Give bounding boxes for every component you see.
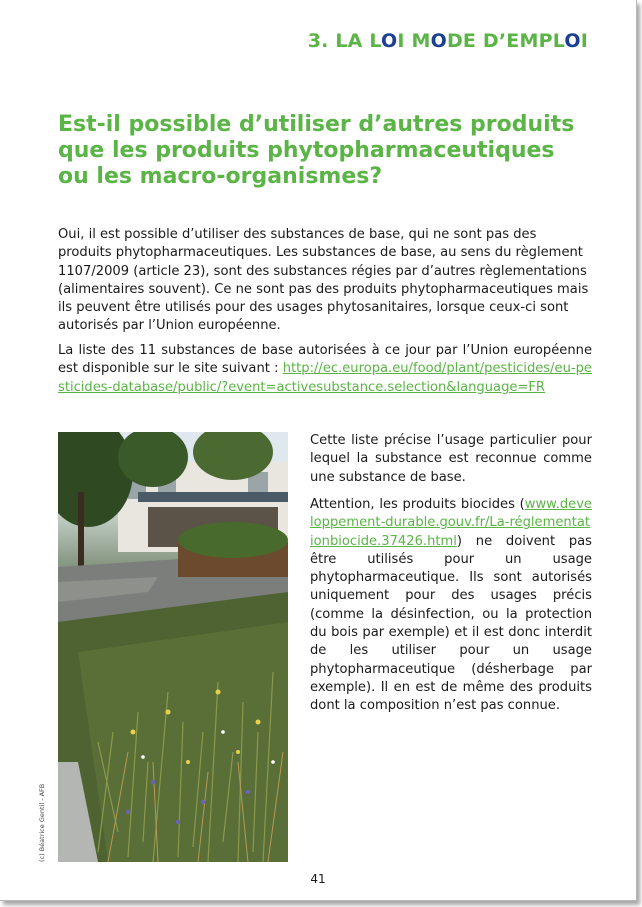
paragraph-produits-biocides <box>310 496 592 716</box>
biocide-link[interactable]: www.developpement-durable.gouv.fr/La-réglementationbiocide.37426.html <box>310 497 592 549</box>
garden-photo <box>58 432 288 862</box>
question-title <box>58 112 588 190</box>
header-accent-letter: O <box>430 30 447 52</box>
header-text: DE D’EMPL <box>446 30 565 52</box>
paragraph-text: La liste des 11 substances de base autorisées à ce jour par l’Union européenne est disponible sur le site suivant : <box>58 343 592 377</box>
paragraph-liste-substances <box>58 342 592 397</box>
title-line: que les produits phytopharmaceutiques <box>58 138 555 163</box>
paragraph-text: Attention, les produits biocides ( <box>310 497 525 512</box>
paragraph-text: ) ne doivent pas être utilisés pour un usage phytopharmaceutique. Ils sont autorisés uniquement pour des usages précis (comme la désinfection, ou la protection du bois par exemple) et il est donc interdit de les utiliser pour un usage phytopharmaceutique (désherbage par exemple). Il en est de même des produits dont la composition n’est pas connue. <box>310 533 592 714</box>
page-number: 41 <box>310 872 326 886</box>
header-accent-letter: O <box>381 30 398 52</box>
photo-credit: (c) Béatrice Gentil - AFB <box>38 783 46 862</box>
header-accent-letter: O <box>564 30 581 52</box>
header-text: I <box>580 30 588 52</box>
header-text: I M <box>397 30 431 52</box>
europa-link[interactable]: http://ec.europa.eu/food/plant/pesticides/eu-pesticides-database/public/?event=activesubstance.selection&language=FR <box>58 361 592 395</box>
header-text: 3. LA L <box>307 30 382 52</box>
title-line: ou les macro-organismes? <box>58 164 383 189</box>
paragraph-substances-de-base: Oui, il est possible d’utiliser des substances de base, qui ne sont pas des produits phytopharmaceutiques. Les substances de base, au sens du règlement 1107/2009 (article 23), sont des substances régies par d’autres règlementations (alimentaires souvent). Ce ne sont pas des produits phytopharmaceutiques mais ils peuvent être utilisés pour des usages phytosanitaires, lorsque ceux-ci sont autorisés par l’Union européenne. <box>58 227 589 334</box>
garden-photo-illustration <box>58 432 288 862</box>
paragraph-usage-particulier: Cette liste précise l’usage particulier pour lequel la substance est reconnue comme une substance de base. <box>310 433 592 485</box>
title-line: Est-il possible d’utiliser d’autres produits <box>58 112 575 137</box>
section-header <box>308 30 588 52</box>
